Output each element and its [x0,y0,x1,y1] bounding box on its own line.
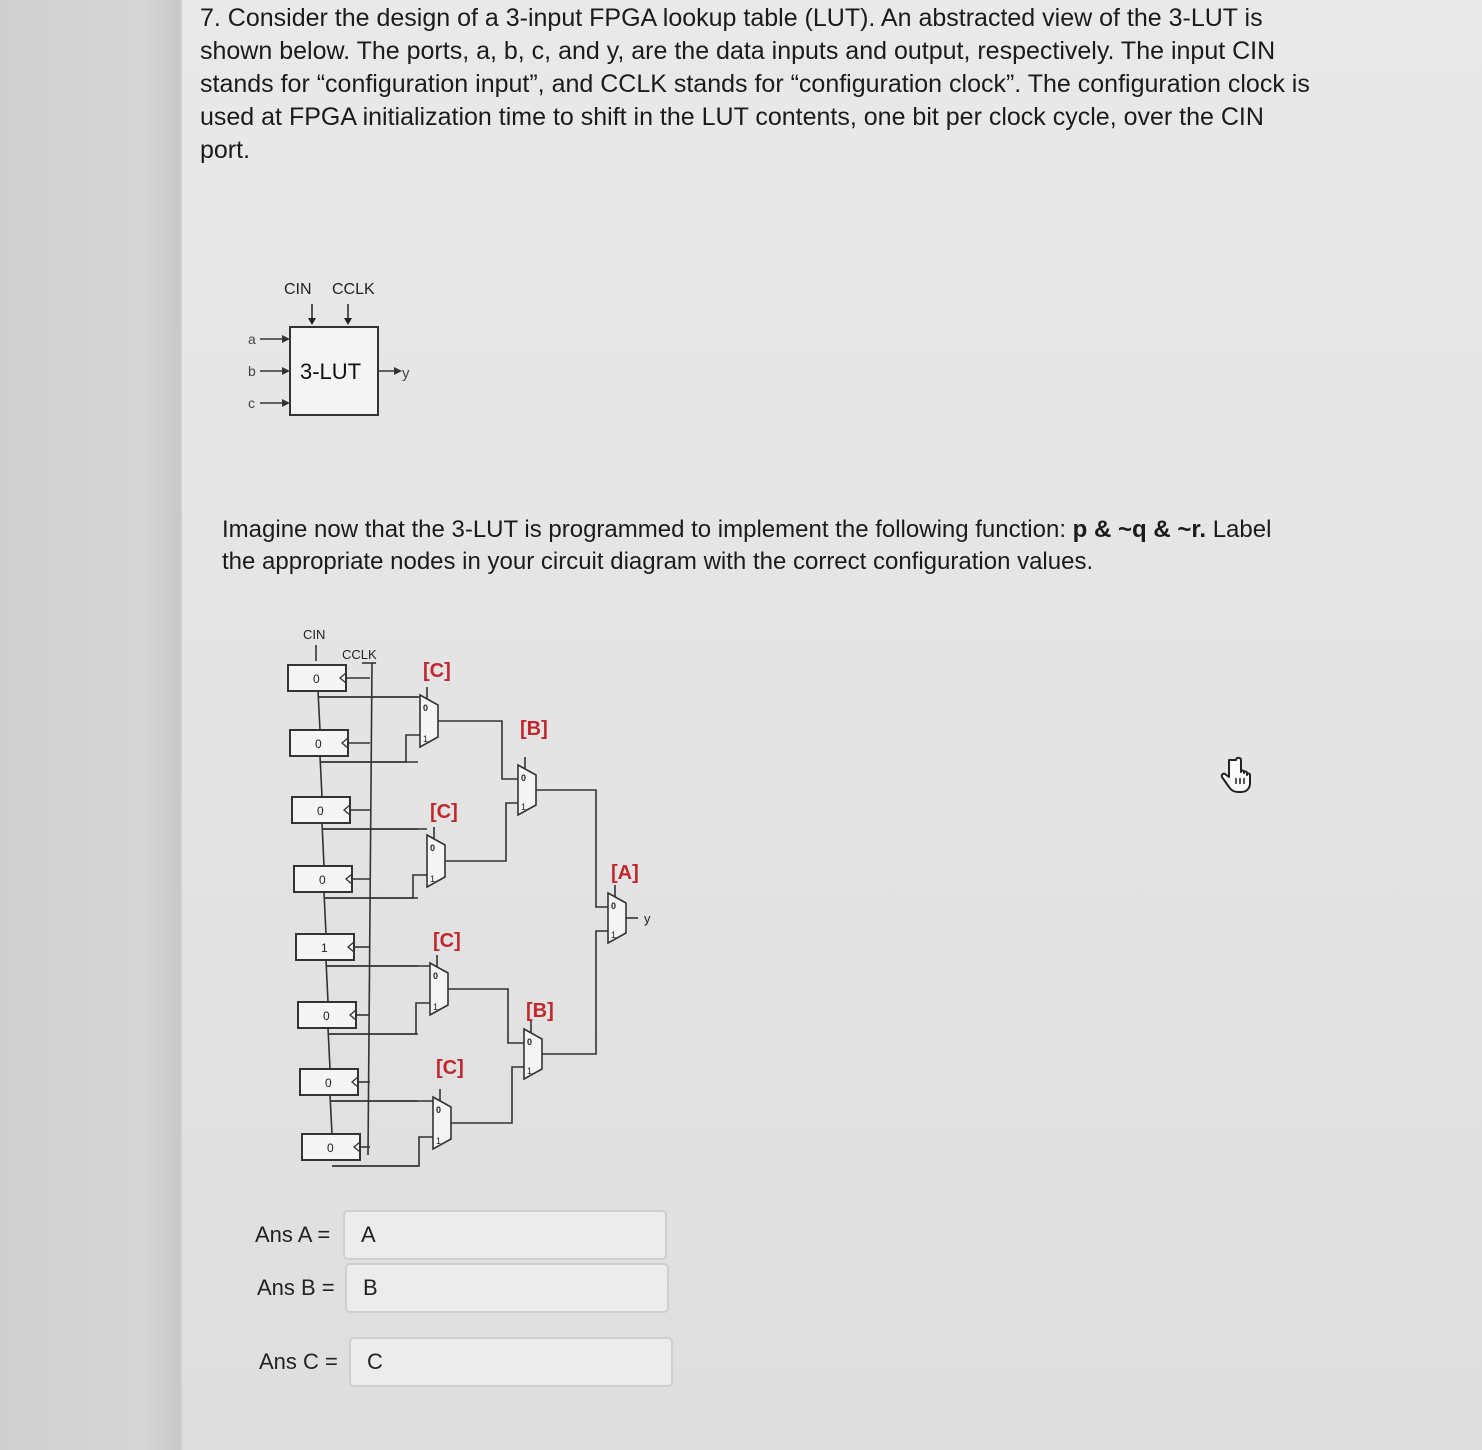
mux-b-input-wire [438,721,518,779]
prompt-text-after: Label the appropriate nodes in your circuit diagram with the correct configuration values. [222,516,1272,575]
lut-cin-label: CIN [284,281,312,298]
answer-c-label: Ans C = [259,1349,338,1374]
mux-input-0-label: 0 [527,1037,533,1047]
mux-b-input-wire [448,989,524,1043]
hand-pointer-icon [1217,756,1257,796]
answer-b-input[interactable]: B [345,1263,669,1313]
circuit-cin-label: CIN [303,627,326,642]
register-value: 0 [323,1009,330,1023]
register-value: 0 [317,804,324,818]
mux-c-select-label: [C] [423,660,451,682]
answer-row-a [255,1210,667,1260]
mux-input-0-label: 0 [430,843,436,853]
register-value: 0 [315,737,322,751]
lut-block-label: 3-LUT [300,359,362,384]
mux-a-input-wire [542,931,608,1054]
answer-row-b [257,1263,669,1313]
circuit-output-y: y [644,911,651,926]
mux-input-1-label: 1 [433,1002,439,1012]
prompt-function: p & ~q & ~r. [1072,516,1207,543]
lut-cclk-label: CCLK [332,281,375,298]
mux-input-1-label: 1 [430,874,436,884]
mux-a-input-wire [536,790,608,907]
register-value: 0 [313,672,320,686]
task-prompt [222,514,1282,578]
lut-input-a: a [248,331,256,347]
mux-a-select-label: [A] [611,862,639,884]
mux-input-1-label: 1 [423,734,429,744]
answer-b-label: Ans B = [257,1275,335,1300]
register-value: 1 [321,941,328,955]
mux-input-1-label: 1 [521,802,527,812]
mux-input-0-label: 0 [423,703,429,713]
answer-c-input[interactable]: C [349,1337,673,1387]
mux-input-1-label: 1 [436,1136,442,1146]
register-value: 0 [319,873,326,887]
mux-c-select-label: [C] [433,930,461,952]
register-value: 0 [327,1141,334,1155]
mux-input-1-label: 1 [611,930,617,940]
cclk-bus [368,663,372,1155]
lut-circuit-diagram [270,615,690,1185]
prompt-text-before: Imagine now that the 3-LUT is programmed to implement the following function: [222,516,1073,543]
mux-c-select-label: [C] [436,1057,464,1079]
circuit-cclk-label: CCLK [342,647,377,662]
mux-input-0-label: 0 [436,1105,442,1115]
left-margin [0,0,180,1450]
answer-a-input[interactable]: A [343,1210,667,1260]
lut-input-c: c [248,395,255,411]
mux-input-0-label: 0 [433,971,439,981]
mux-b-select-label: [B] [526,1000,554,1022]
answer-a-label: Ans A = [255,1222,331,1247]
lut-output-y: y [402,365,410,382]
lut-abstract-diagram [240,272,440,432]
question-text: 7. Consider the design of a 3-input FPGA lookup table (LUT). An abstracted view of the 3-LUT is shown below. The ports, a, b, c, and y, are the data inputs and output, respectively. The input CIN stands for “configuration input”, and CCLK stands for “configuration clock”. The configuration clock is used at FPGA initialization time to shift in the LUT contents, one bit per clock cycle, over the CIN port. [200,4,1310,164]
answer-row-c [259,1337,673,1387]
register-value: 0 [325,1076,332,1090]
mux-c-select-label: [C] [430,801,458,823]
mux-b-select-label: [B] [520,718,548,740]
mux-input-0-label: 0 [611,901,617,911]
mux-input-1-label: 1 [527,1066,533,1076]
mux-input-0-label: 0 [521,773,527,783]
lut-input-b: b [248,363,256,379]
